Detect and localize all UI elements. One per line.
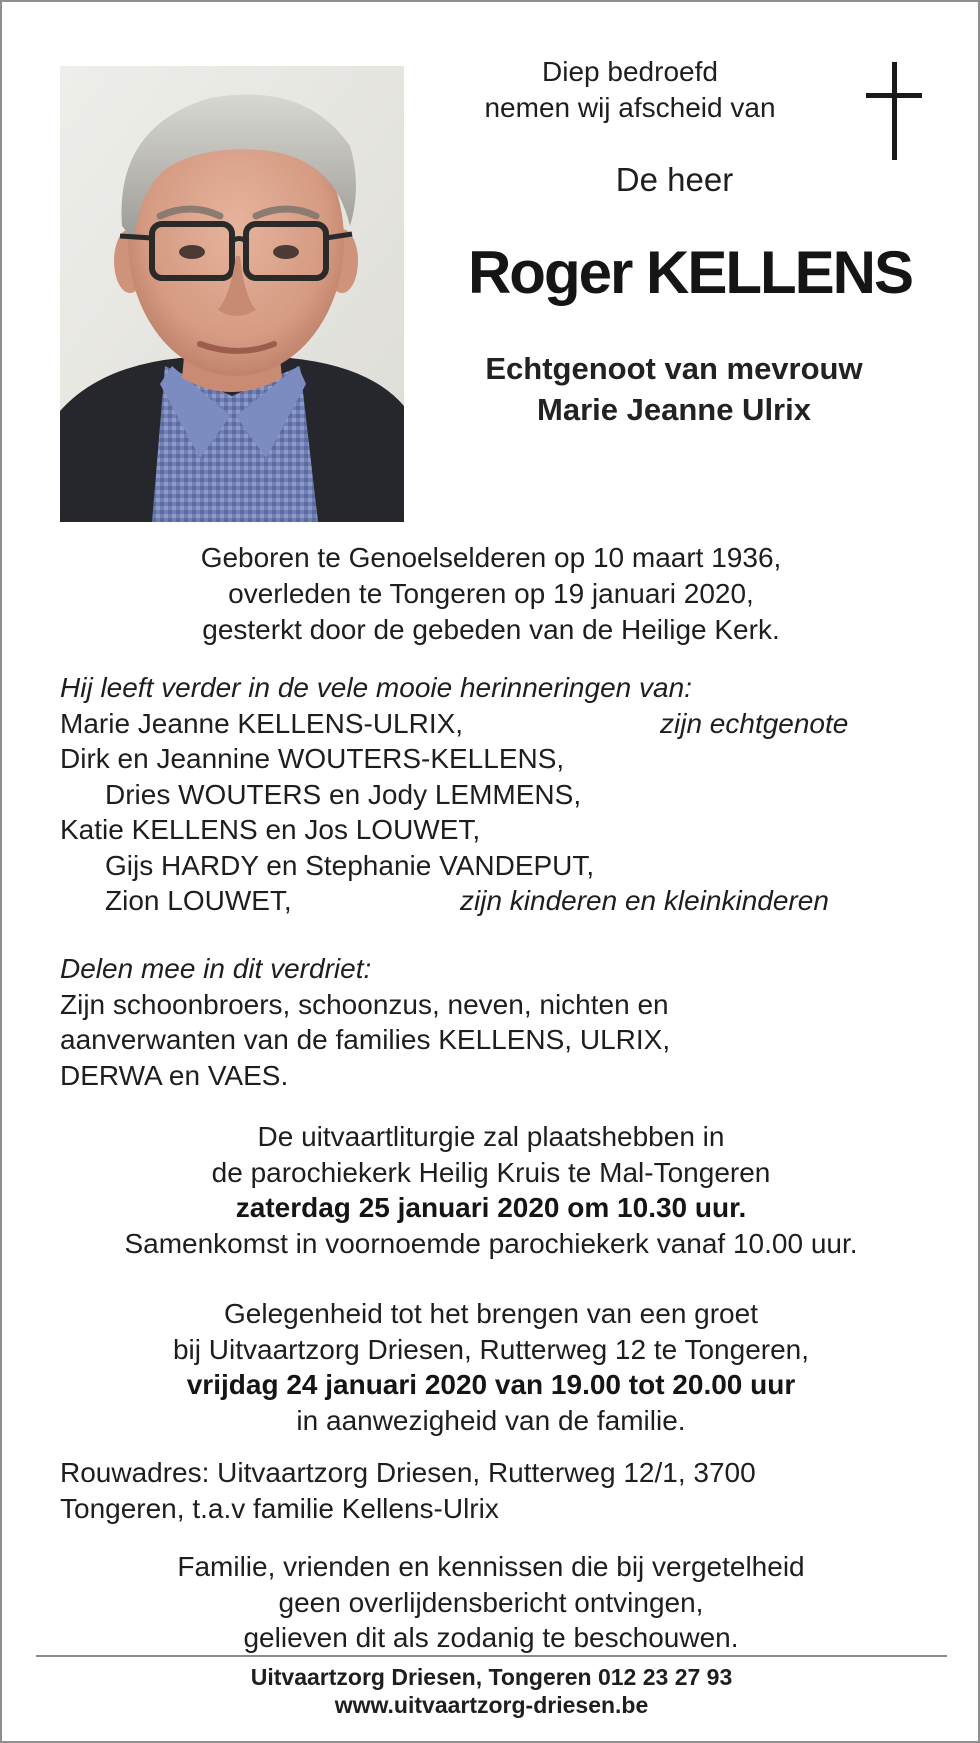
- share-heading: Delen mee in dit verdriet:: [60, 953, 372, 984]
- birth-death-text: [60, 540, 922, 648]
- share-line: Zijn schoonbroers, schoonzus, neven, nichten en: [60, 988, 669, 1020]
- spouse-line: Echtgenoot van mevrouw: [485, 351, 863, 386]
- notice-line: gelieven dit als zodanig te beschouwen.: [243, 1622, 739, 1653]
- notice-line: Familie, vrienden en kennissen die bij vergetelheid: [177, 1551, 805, 1582]
- footer: [36, 1663, 947, 1719]
- mourning-address: [60, 1455, 940, 1526]
- family-role: zijn kinderen en kleinkinderen: [460, 885, 829, 916]
- share-grief: [60, 951, 940, 1093]
- liturgy-line: de parochiekerk Heilig Kruis te Mal-Tongeren: [211, 1156, 771, 1188]
- birth-line: Geboren te Genoelselderen op 10 maart 1936,: [200, 542, 782, 573]
- family-member: Katie KELLENS en Jos LOUWET,: [60, 814, 481, 845]
- share-line: aanverwanten van de families KELLENS, ULRIX,: [60, 1024, 671, 1055]
- death-line: overleden te Tongeren op 19 januari 2020,: [228, 578, 754, 609]
- deceased-name: Roger KELLENS: [467, 239, 913, 306]
- funeral-liturgy: [60, 1119, 922, 1261]
- family-row: [60, 848, 940, 884]
- share-line: DERWA en VAES.: [60, 1059, 289, 1091]
- cross-icon: [864, 62, 924, 162]
- family-row: [60, 741, 940, 777]
- family-row: [60, 883, 940, 919]
- visit-line: in aanwezigheid van de familie.: [296, 1404, 686, 1436]
- family-row: [60, 812, 940, 848]
- salutation: De heer: [615, 161, 734, 198]
- address-line: Tongeren, t.a.v familie Kellens-Ulrix: [60, 1492, 499, 1524]
- address-line: Rouwadres: Uitvaartzorg Driesen, Rutterweg 12/1, 3700: [60, 1457, 756, 1488]
- notice-text: [60, 1549, 922, 1656]
- spouse-line: Marie Jeanne Ulrix: [537, 392, 811, 427]
- family-member: Dries WOUTERS en Jody LEMMENS,: [105, 778, 582, 810]
- visit-line: bij Uitvaartzorg Driesen, Rutterweg 12 te Tongeren,: [172, 1333, 810, 1365]
- family-row: [60, 777, 940, 813]
- liturgy-date: zaterdag 25 januari 2020 om 10.30 uur.: [235, 1192, 747, 1223]
- family-list: [60, 670, 940, 919]
- liturgy-line: De uitvaartliturgie zal plaatshebben in: [257, 1121, 725, 1152]
- portrait-photo: [60, 66, 404, 522]
- intro-text: [432, 54, 828, 126]
- family-member: Gijs HARDY en Stephanie VANDEPUT,: [105, 849, 595, 881]
- family-member: Dirk en Jeannine WOUTERS-KELLENS,: [60, 743, 565, 774]
- portrait-illustration: [60, 66, 404, 522]
- family-role: zijn echtgenote: [660, 707, 849, 739]
- footer-divider: [36, 1655, 947, 1657]
- family-member: Zion LOUWET,: [105, 885, 292, 916]
- notice-line: geen overlijdensbericht ontvingen,: [278, 1586, 704, 1618]
- blessing-line: gesterkt door de gebeden van de Heilige Kerk.: [202, 614, 780, 645]
- visitation-info: [60, 1296, 922, 1438]
- visit-date: vrijdag 24 januari 2020 van 19.00 tot 20.00 uur: [186, 1369, 796, 1400]
- visit-line: Gelegenheid tot het brengen van een groet: [224, 1298, 758, 1329]
- intro-line: Diep bedroefd: [542, 56, 718, 87]
- liturgy-line: Samenkomst in voornoemde parochiekerk vanaf 10.00 uur.: [124, 1227, 858, 1259]
- family-heading: Hij leeft verder in de vele mooie herinneringen van:: [60, 672, 692, 703]
- funeral-home-contact: Uitvaartzorg Driesen, Tongeren 012 23 27 93: [250, 1664, 733, 1690]
- family-row: [60, 706, 940, 742]
- family-member: Marie Jeanne KELLENS-ULRIX,: [60, 707, 464, 739]
- intro-line: nemen wij afscheid van: [484, 92, 776, 123]
- funeral-home-website[interactable]: www.uitvaartzorg-driesen.be: [334, 1692, 649, 1718]
- spouse-text: [434, 348, 914, 430]
